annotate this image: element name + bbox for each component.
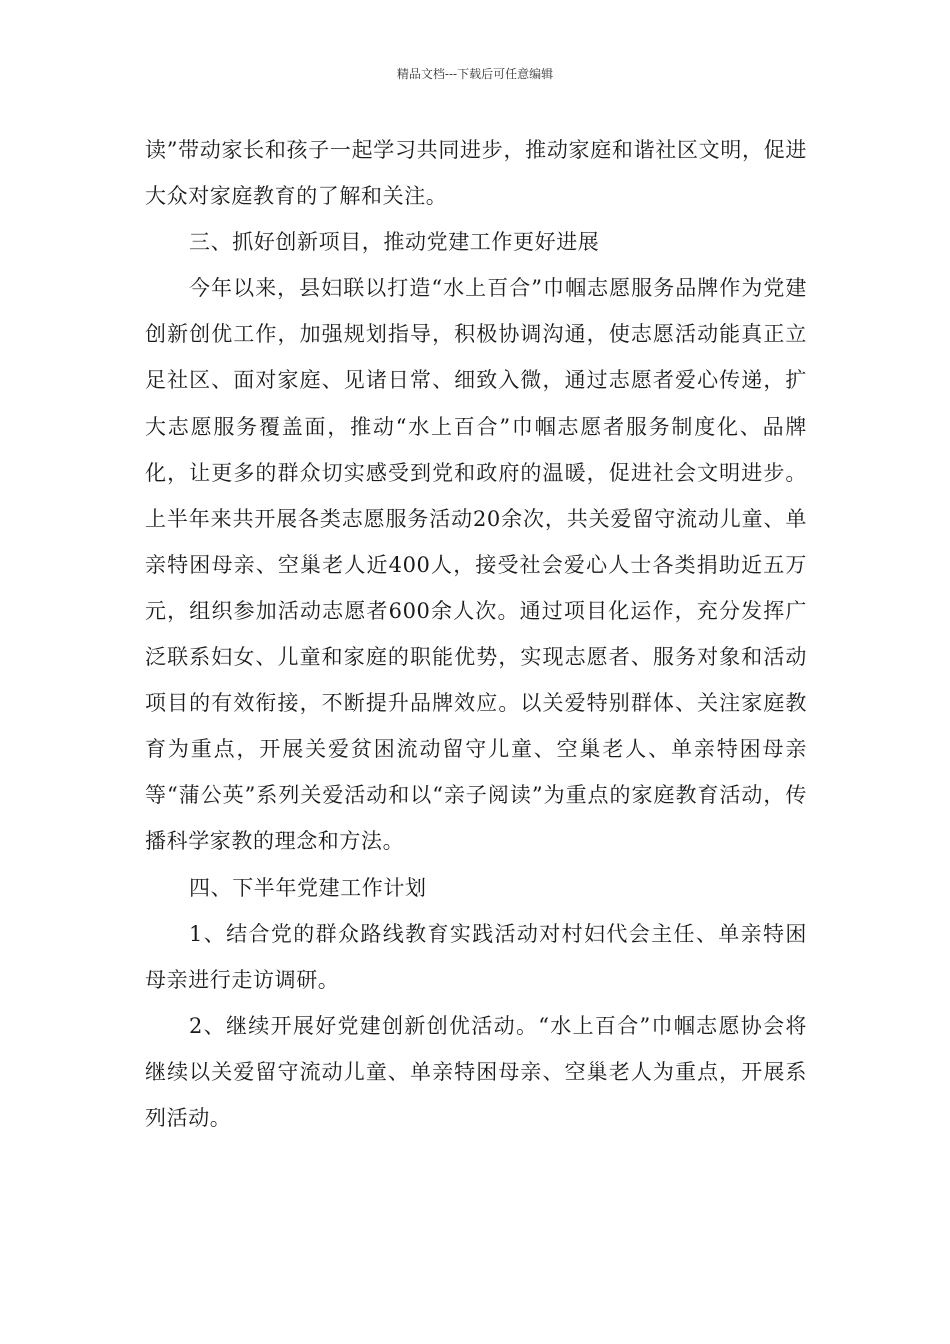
paragraph-volunteer-project: 今年以来，县妇联以打造“水上百合”巾帼志愿服务品牌作为党建创新创优工作，加强规划指导，积极协调沟通，使志愿活动能真正立足社区、面对家庭、见诸日常、细致入微，通过志愿者爱心传递，扩大志愿服务覆盖面，推动“水上百合”巾帼志愿者服务制度化、品牌化，让更多的群众切实感受到党和政府的温暖，促进社会文明进步。上半年来共开展各类志愿服务活动20余次，共关爱留守流动儿童、单亲特困母亲、空巢老人近400人，接受社会爱心人士各类捐助近五万元，组织参加活动志愿者600余人次。通过项目化运作，充分发挥广泛联系妇女、儿童和家庭的职能优势，实现志愿者、服务对象和活动项目的有效衔接，不断提升品牌效应。以关爱特别群体、关注家庭教育为重点，开展关爱贫困流动留守儿童、空巢老人、单亲特困母亲等“蒲公英”系列关爱活动和以“亲子阅读”为重点的家庭教育活动，传播科学家教的理念和方法。 [145, 276, 807, 854]
paragraph-continuation: 读”带动家长和孩子一起学习共同进步，推动家庭和谐社区文明，促进大众对家庭教育的了解和关注。 [145, 138, 807, 209]
plan-item-2: 2、继续开展好党建创新创优活动。“水上百合”巾帼志愿协会将继续以关爱留守流动儿童、单亲特困母亲、空巢老人为重点，开展系列活动。 [145, 1013, 807, 1130]
section-heading-four: 四、下半年党建工作计划 [189, 875, 427, 900]
plan-item-1: 1、结合党的群众路线教育实践活动对村妇代会主任、单亲特困母亲进行走访调研。 [145, 921, 807, 992]
document-body [145, 127, 807, 1141]
section-heading-three: 三、抓好创新项目，推动党建工作更好进展 [189, 230, 600, 255]
page-header: 精品文档---下载后可任意编辑 [396, 67, 554, 81]
